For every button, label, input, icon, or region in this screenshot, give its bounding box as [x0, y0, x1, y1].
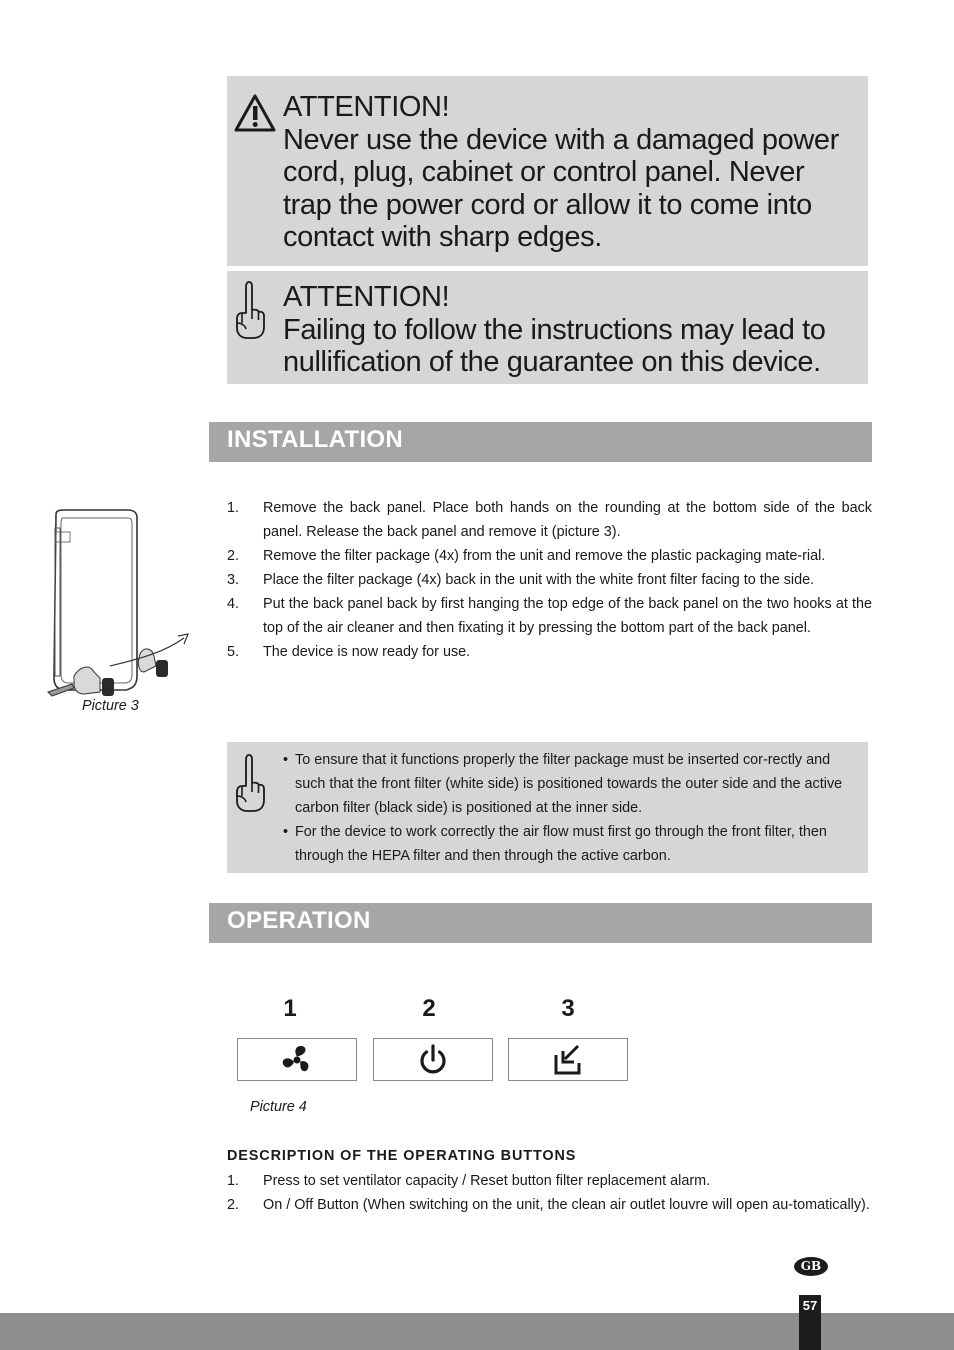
pointing-hand-icon	[233, 752, 267, 814]
attention-warning-text	[283, 91, 858, 254]
fan-button	[237, 1038, 357, 1081]
list-item	[227, 1193, 872, 1217]
step-text: Remove the filter package (4x) from the unit and remove the plastic packaging mate-rial.	[263, 548, 826, 564]
installation-note-box	[227, 742, 868, 873]
attention-line: Failing to follow the instructions may lead to	[283, 313, 826, 346]
button-number: 1	[283, 995, 297, 1022]
filter-reset-button	[508, 1038, 628, 1081]
step-text: The device is now ready for use.	[263, 644, 471, 660]
fan-icon	[280, 1043, 314, 1077]
button-number: 3	[561, 995, 575, 1022]
step-number: 1.	[227, 500, 240, 516]
picture-3-illustration	[44, 506, 194, 700]
step-number: 2.	[227, 548, 240, 564]
button-number: 2	[422, 995, 436, 1022]
description-heading: DESCRIPTION OF THE OPERATING BUTTONS	[227, 1148, 577, 1164]
button-description-list	[227, 1169, 872, 1217]
attention-line: nullification of the guarantee on this device.	[283, 346, 821, 378]
list-item	[227, 1169, 872, 1193]
language-badge: GB	[794, 1257, 828, 1276]
attention-guarantee-box	[227, 271, 868, 384]
step-text: Place the filter package (4x) back in the unit with the white front filter facing to the side.	[263, 572, 815, 588]
step-number: 4.	[227, 596, 240, 612]
picture-3-caption: Picture 3	[82, 698, 139, 714]
attention-warning-box	[227, 76, 868, 266]
attention-guarantee-text	[283, 281, 858, 379]
picture-4-caption: Picture 4	[250, 1099, 307, 1115]
filter-reset-icon	[551, 1043, 585, 1077]
attention-heading: ATTENTION!	[283, 91, 450, 123]
list-item: • To ensure that it functions properly the filter package must be inserted cor-rectly and such that the front filter (white side) is positioned towards the outer side and the active carbon filter (black side) is positioned at the inner side.	[283, 748, 858, 820]
list-item	[227, 640, 872, 664]
list-item	[227, 592, 872, 640]
list-item	[227, 496, 872, 544]
step-text: Press to set ventilator capacity / Reset button filter replacement alarm.	[263, 1173, 711, 1189]
list-item	[227, 568, 872, 592]
section-title: OPERATION	[227, 907, 371, 934]
operation-section-header	[209, 903, 872, 943]
step-number: 5.	[227, 644, 240, 660]
step-number: 1.	[227, 1173, 240, 1189]
power-button	[373, 1038, 493, 1081]
step-text: On / Off Button (When switching on the unit, the clean air outlet louvre will open au-tomatically).	[263, 1197, 870, 1213]
installation-section-header	[209, 422, 872, 462]
step-text: Remove the back panel. Place both hands on the rounding at the bottom side of the back panel. Release the back panel and remove it (picture 3).	[263, 500, 872, 540]
attention-line: cord, plug, cabinet or control panel. Never	[283, 156, 805, 188]
section-title: INSTALLATION	[227, 426, 404, 453]
attention-line: Never use the device with a damaged power	[283, 123, 839, 156]
pointing-hand-icon	[233, 279, 267, 341]
page-number: 57	[799, 1295, 821, 1350]
attention-line: trap the power cord or allow it to come into	[283, 188, 812, 221]
power-icon	[416, 1043, 450, 1077]
warning-triangle-icon	[234, 94, 276, 132]
step-number: 2.	[227, 1197, 240, 1213]
attention-heading: ATTENTION!	[283, 281, 450, 313]
step-number: 3.	[227, 572, 240, 588]
installation-steps-list	[227, 496, 872, 664]
attention-line: contact with sharp edges.	[283, 221, 602, 253]
step-text: Put the back panel back by first hanging the top edge of the back panel on the two hooks at the top of the air cleaner and then fixating it by pressing the bottom part of the back panel.	[263, 596, 872, 636]
list-item	[227, 544, 872, 568]
list-item: • For the device to work correctly the air flow must first go through the front filter, then through the HEPA filter and then through the active carbon.	[283, 820, 858, 868]
note-list	[283, 748, 858, 868]
